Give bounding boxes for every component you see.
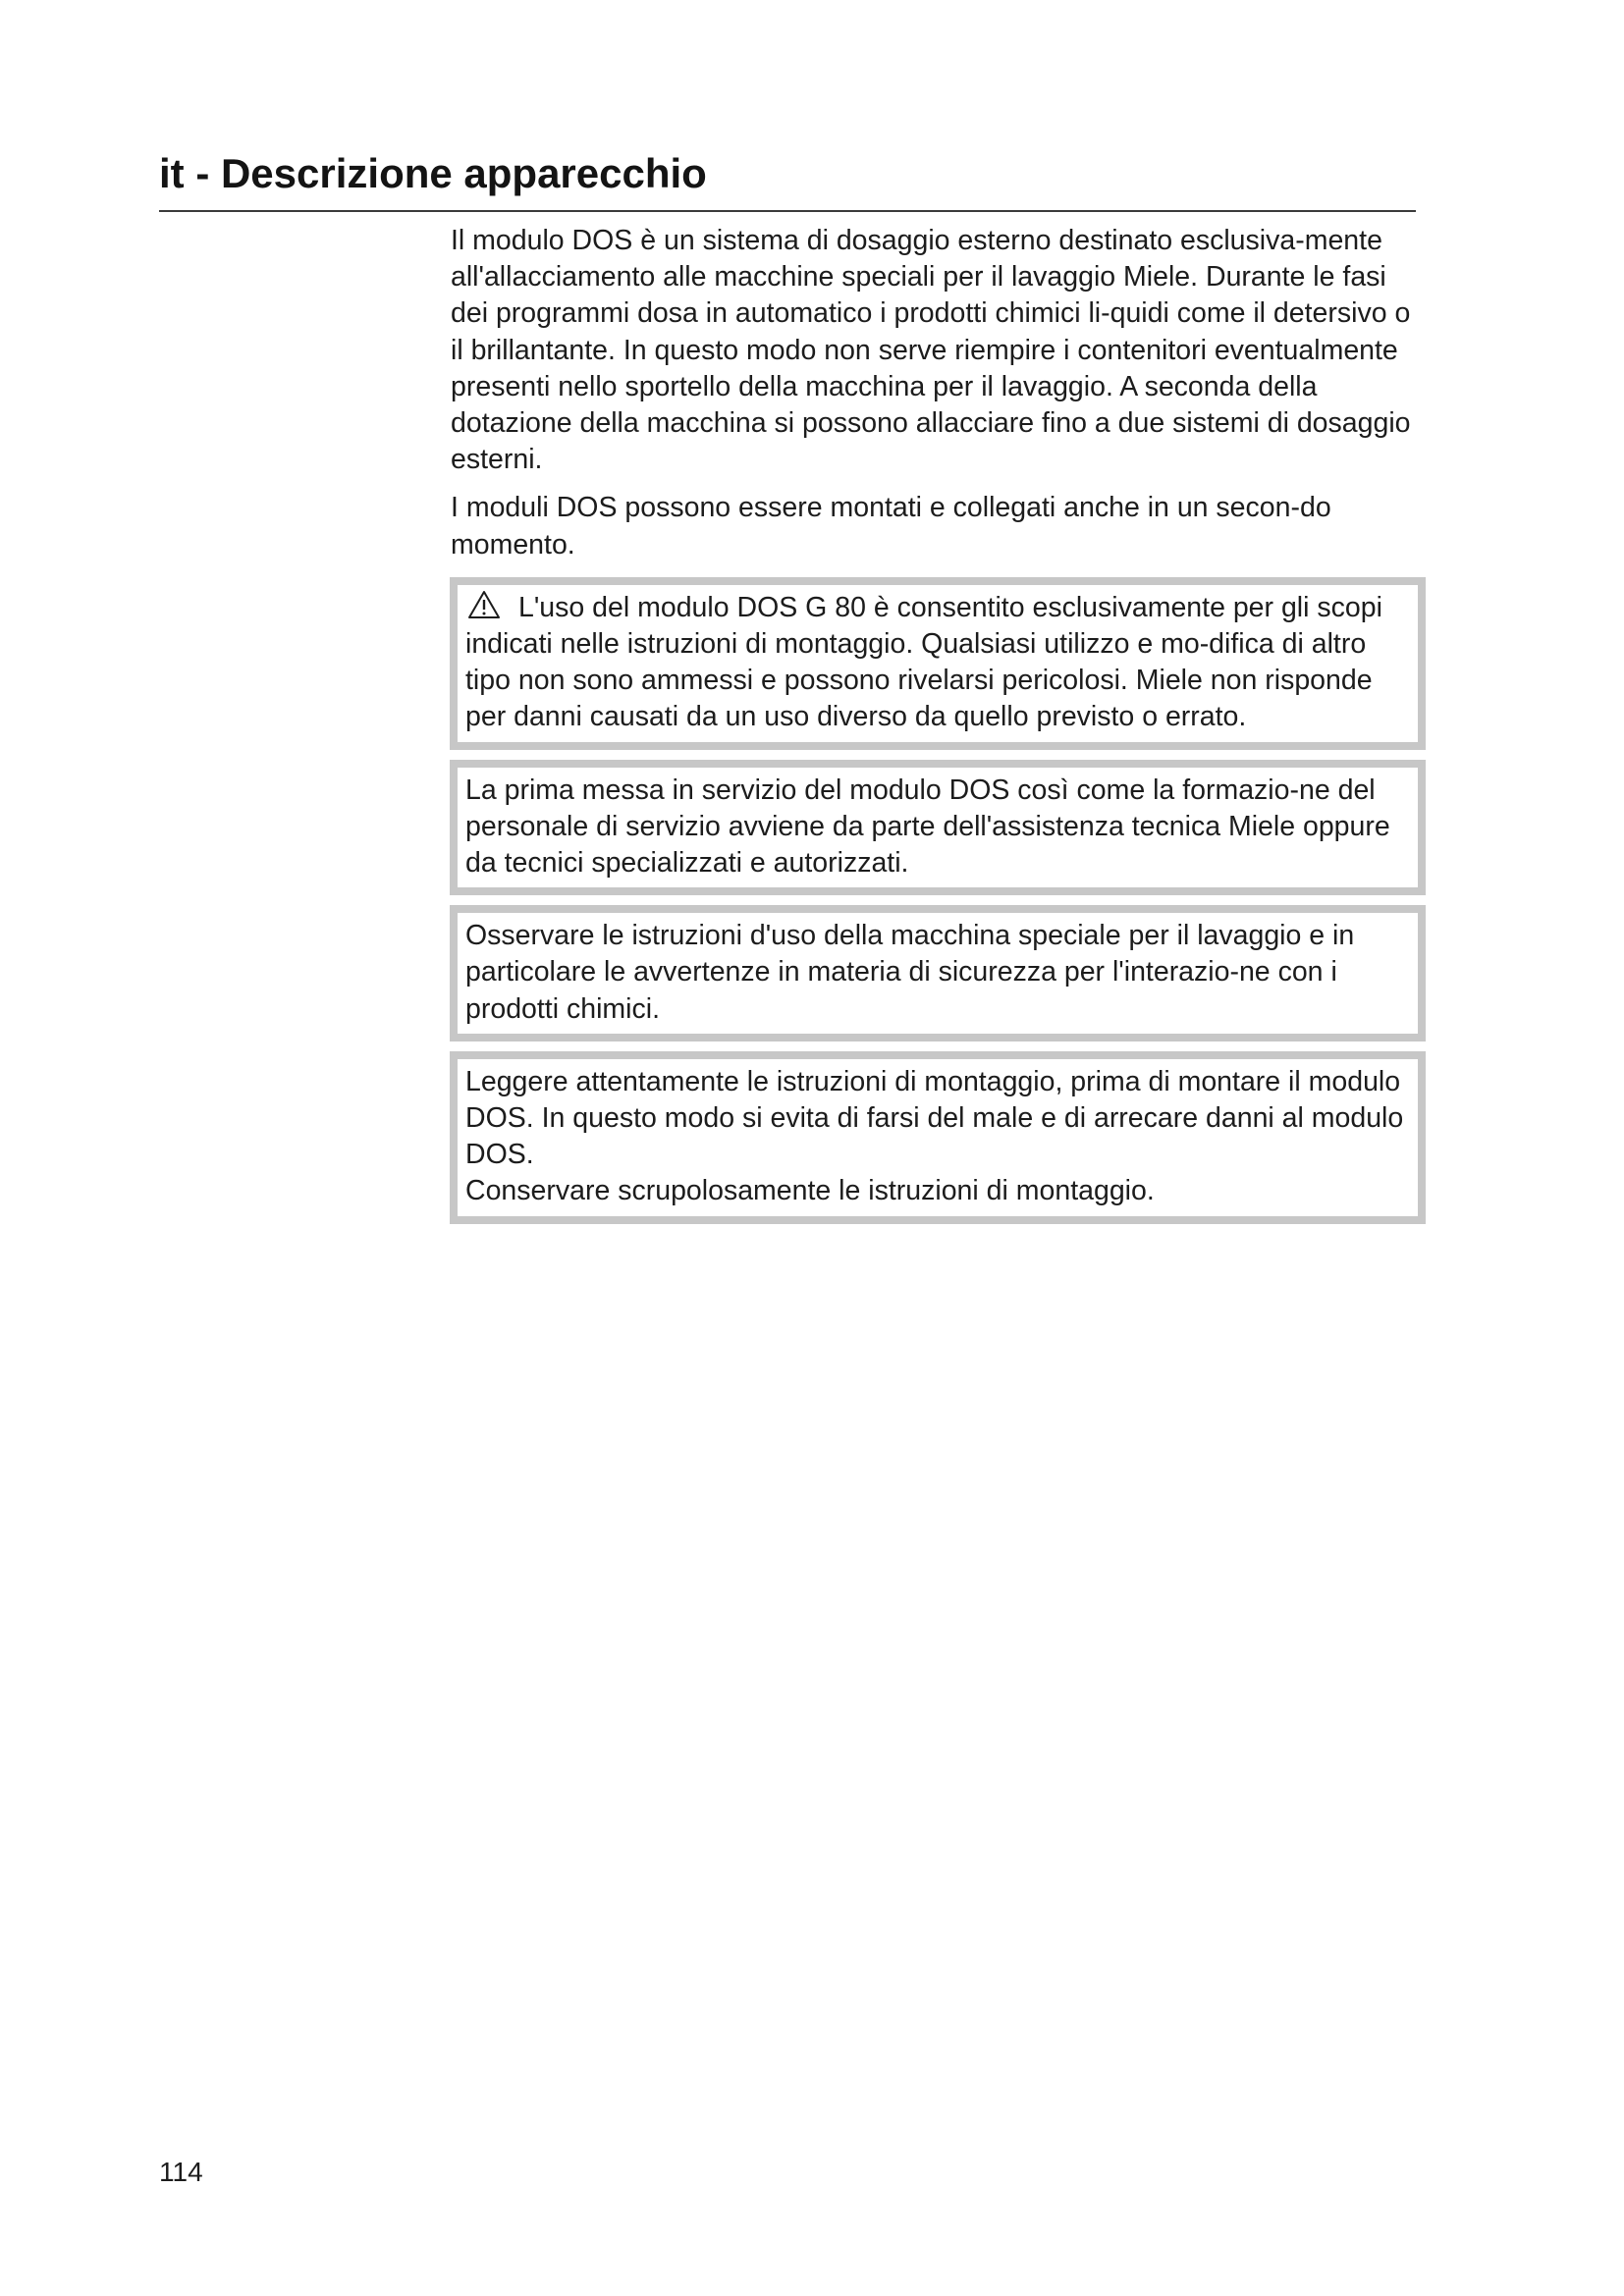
- installation-instructions-note-text: Leggere attentamente le istruzioni di montaggio, prima di montare il modulo DOS. In questo modo si evita di farsi del male e di arrecare danni al modulo DOS.: [465, 1065, 1404, 1171]
- warning-note: [465, 590, 1410, 736]
- intro-paragraph: Il modulo DOS è un sistema di dosaggio esterno destinato esclusiva-mente all'allacciamento alle macchine speciali per il lavaggio Miele. Durante le fasi dei programmi dosa in automatico i prodotti chimici li-quidi come il detersivo o il brillantante. In questo modo non serve riempire i contenitori eventualmente presenti nello sportello della macchina per il lavaggio. A seconda della dotazione della macchina si possono allacciare fino a due sistemi di dosaggio esterni.: [451, 225, 1411, 476]
- commissioning-note-text: La prima messa in servizio del modulo DOS così come la formazio-ne del personale di servizio avviene da parte dell'assistenza tecnica Miele oppure da tecnici specializzati e autorizzati.: [465, 774, 1390, 880]
- operating-instructions-note-text: Osservare le istruzioni d'uso della macchina speciale per il lavaggio e in particolare le avvertenze in materia di sicurezza per l'interazio-ne con i prodotti chimici.: [465, 920, 1355, 1025]
- warning-note-text: L'uso del modulo DOS G 80 è consentito esclusivamente per gli scopi indicati nelle istruzioni di montaggio. Qualsiasi utilizzo e mo-difica di altro tipo non sono ammessi e possono rivelarsi pericolosi. Miele non risponde per danni causati da un uso diverso da quello previsto o errato.: [465, 591, 1382, 733]
- main-content: [451, 223, 1423, 1224]
- installation-instructions-note-box: [450, 1051, 1426, 1224]
- keep-instructions-note-text: Conservare scrupolosamente le istruzioni di montaggio.: [465, 1175, 1155, 1207]
- warning-triangle-icon: [467, 590, 501, 619]
- page-title: it - Descrizione apparecchio: [159, 150, 707, 196]
- commissioning-note-box: [450, 760, 1426, 896]
- page-header: [159, 147, 1416, 212]
- installation-paragraph: I moduli DOS possono essere montati e collegati anche in un secon-do momento.: [451, 492, 1331, 561]
- operating-instructions-note-box: [450, 905, 1426, 1041]
- page-number: 114: [159, 2157, 203, 2187]
- warning-note-box: [450, 577, 1426, 750]
